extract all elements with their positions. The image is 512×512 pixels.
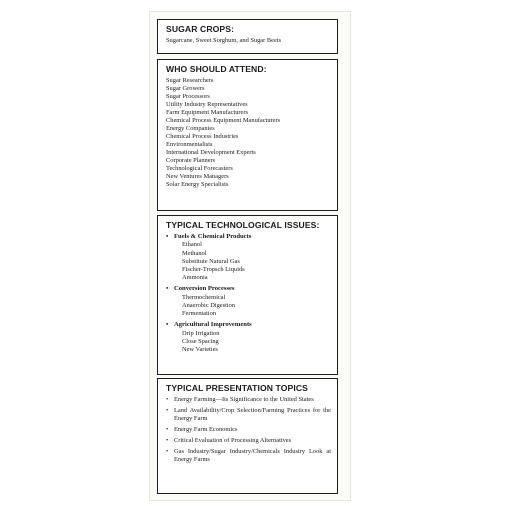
- issue-group-title: [166, 321, 331, 329]
- presentation-topics-section: [157, 378, 338, 494]
- issue-item: Methanol: [182, 249, 207, 257]
- sugar-crops-section: [157, 19, 338, 54]
- who-should-attend-heading: WHO SHOULD ATTEND:: [166, 64, 267, 74]
- topic-item: [166, 437, 331, 445]
- attendee-item: Utility Industry Representatives: [166, 101, 248, 108]
- topic-text: Energy Farming—Its Significance to the United States: [174, 396, 314, 403]
- attendee-item: Sugar Processors: [166, 93, 210, 100]
- topic-item: [166, 426, 331, 434]
- bullet: •: [166, 406, 169, 414]
- bullet: •: [166, 285, 169, 293]
- technological-issues-section: [157, 215, 338, 375]
- attendee-item: International Development Experts: [166, 149, 256, 156]
- issue-item: Substitute Natural Gas: [182, 257, 240, 265]
- topic-text: Land Availability/Crop Selection/Farming Practices for the Energy Farm: [174, 406, 331, 423]
- bullet: •: [166, 448, 169, 456]
- topics-list: [166, 396, 331, 465]
- issue-item: Fermentation: [182, 310, 217, 318]
- attendee-item: Chemical Process Equipment Manufacturers: [166, 117, 281, 124]
- who-should-attend-section: [157, 59, 338, 211]
- issue-item: Ethanol: [182, 241, 202, 249]
- issue-group-title-text: Agricultural Improvements: [174, 321, 252, 329]
- issue-group-title-text: Fuels & Chemical Products: [174, 233, 252, 240]
- attendee-item: Energy Companies: [166, 125, 215, 132]
- sugar-crops-heading: SUGAR CROPS:: [166, 24, 235, 34]
- attendee-item: Solar Energy Specialists: [166, 181, 229, 188]
- issue-item: Ammonia: [182, 274, 208, 282]
- issue-group: [166, 233, 331, 282]
- bullet: •: [166, 321, 169, 329]
- issue-item: Anaerobic Digestion: [182, 302, 236, 310]
- attendee-item: Environmentalists: [166, 141, 213, 148]
- issue-group: [166, 321, 331, 354]
- topic-item: [166, 407, 331, 424]
- attendee-item: New Ventures Managers: [166, 173, 229, 180]
- issue-group-title-text: Conversion Processes: [174, 285, 235, 293]
- issue-group: [166, 285, 331, 318]
- issue-item: Drip Irrigation: [182, 329, 220, 337]
- attendee-list: [166, 77, 331, 189]
- topic-text: Energy Farm Economics: [174, 426, 238, 434]
- issue-item: Fischer-Tropsch Liquids: [182, 266, 245, 274]
- attendee-item: Technological Forecasters: [166, 165, 233, 172]
- issues-list: [166, 233, 331, 354]
- bullet: •: [166, 426, 169, 434]
- technological-issues-heading: TYPICAL TECHNOLOGICAL ISSUES:: [166, 220, 320, 230]
- topic-item: [166, 448, 331, 465]
- attendee-item: Farm Equipment Manufacturers: [166, 109, 248, 116]
- sugar-crops-text: Sugarcane, Sweet Sorghum, and Sugar Beets: [166, 37, 282, 44]
- topic-item: [166, 396, 331, 404]
- bullet: •: [166, 437, 169, 445]
- issue-item: Thermochemical: [182, 293, 226, 301]
- attendee-item: Sugar Growers: [166, 85, 205, 92]
- presentation-topics-heading: TYPICAL PRESENTATION TOPICS: [166, 383, 308, 393]
- bullet: •: [166, 233, 169, 240]
- attendee-item: Sugar Researchers: [166, 77, 214, 84]
- issue-item: Close Spacing: [182, 338, 219, 346]
- topic-text: Critical Evaluation of Processing Alternatives: [174, 437, 292, 445]
- issue-group-title: [166, 285, 331, 293]
- issue-group-title: [166, 233, 331, 241]
- bullet: •: [166, 396, 169, 403]
- topic-text: Gas Industry/Sugar Industry/Chemicals Industry Look at Energy Farms: [174, 448, 331, 464]
- attendee-item: Corporate Planners: [166, 157, 216, 164]
- issue-item: New Varieties: [182, 346, 218, 354]
- attendee-item: Chemical Process Industries: [166, 133, 239, 140]
